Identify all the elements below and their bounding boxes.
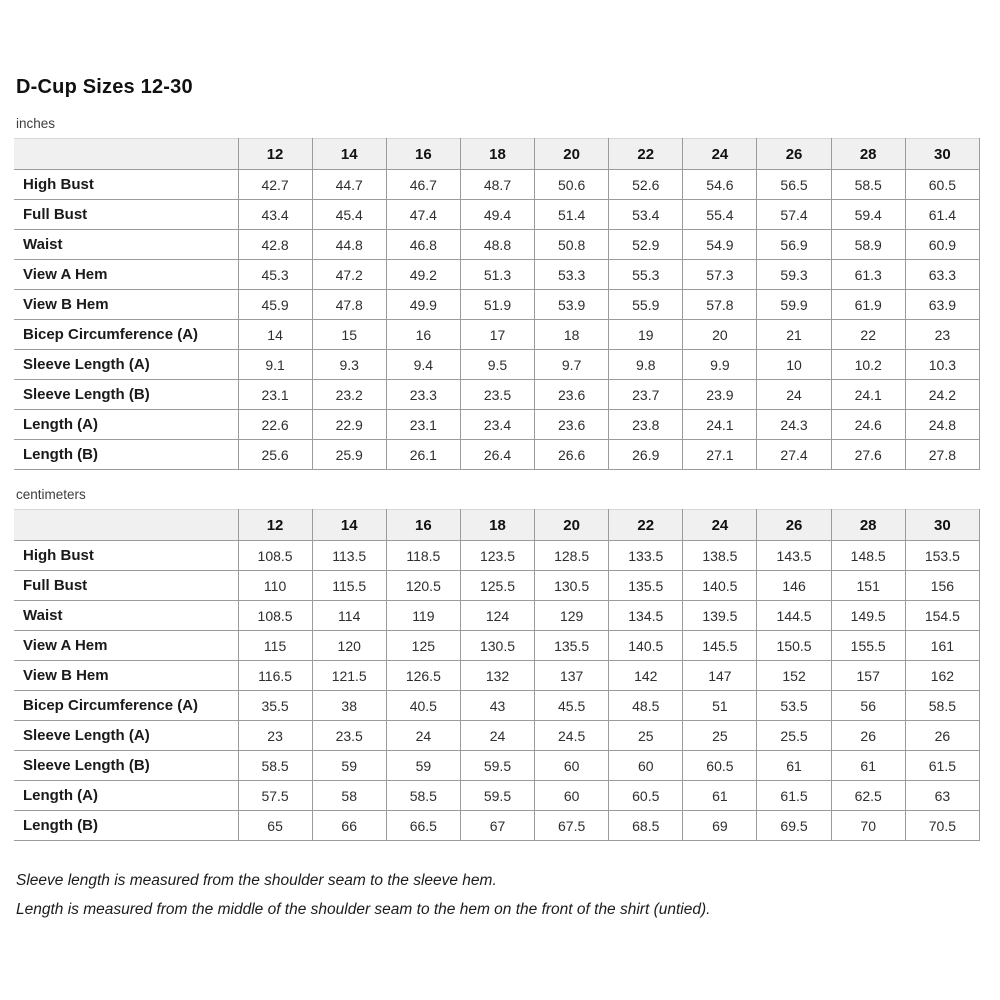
row-label: High Bust — [14, 170, 238, 200]
size-value-cell: 9.9 — [683, 350, 757, 380]
size-value-cell: 10.2 — [831, 350, 905, 380]
size-value-cell: 22.6 — [238, 410, 312, 440]
size-column-header: 18 — [460, 510, 534, 541]
size-value-cell: 56 — [831, 691, 905, 721]
size-column-header: 16 — [386, 139, 460, 170]
size-value-cell: 44.7 — [312, 170, 386, 200]
size-value-cell: 20 — [683, 320, 757, 350]
size-value-cell: 53.3 — [535, 260, 609, 290]
size-value-cell: 23.1 — [238, 380, 312, 410]
size-value-cell: 144.5 — [757, 601, 831, 631]
size-column-header: 24 — [683, 510, 757, 541]
size-column-header: 14 — [312, 510, 386, 541]
size-value-cell: 58.5 — [238, 751, 312, 781]
row-label: Sleeve Length (A) — [14, 350, 238, 380]
size-value-cell: 26.6 — [535, 440, 609, 470]
size-value-cell: 56.9 — [757, 230, 831, 260]
unit-label-centimeters: centimeters — [16, 487, 86, 502]
size-column-header: 20 — [535, 510, 609, 541]
size-value-cell: 52.6 — [609, 170, 683, 200]
size-value-cell: 149.5 — [831, 601, 905, 631]
table-row — [14, 350, 980, 380]
size-value-cell: 67.5 — [535, 811, 609, 841]
size-value-cell: 9.3 — [312, 350, 386, 380]
size-value-cell: 25.6 — [238, 440, 312, 470]
size-value-cell: 60 — [535, 751, 609, 781]
size-value-cell: 62.5 — [831, 781, 905, 811]
sleeve-length-footnote: Sleeve length is measured from the shoulder seam to the sleeve hem. — [16, 872, 497, 889]
size-value-cell: 24.1 — [831, 380, 905, 410]
size-value-cell: 49.4 — [460, 200, 534, 230]
size-value-cell: 40.5 — [386, 691, 460, 721]
size-value-cell: 61.4 — [905, 200, 979, 230]
inches-section — [14, 116, 982, 470]
size-value-cell: 162 — [905, 661, 979, 691]
size-value-cell: 24.6 — [831, 410, 905, 440]
size-value-cell: 59.5 — [460, 751, 534, 781]
size-value-cell: 132 — [460, 661, 534, 691]
table-row — [14, 631, 980, 661]
row-label: Length (A) — [14, 781, 238, 811]
size-value-cell: 23.2 — [312, 380, 386, 410]
row-label: Waist — [14, 230, 238, 260]
row-label: Waist — [14, 601, 238, 631]
size-value-cell: 24 — [386, 721, 460, 751]
size-column-header: 28 — [831, 510, 905, 541]
size-value-cell: 60 — [609, 751, 683, 781]
size-value-cell: 66.5 — [386, 811, 460, 841]
size-value-cell: 27.8 — [905, 440, 979, 470]
size-column-header: 22 — [609, 510, 683, 541]
size-value-cell: 26 — [905, 721, 979, 751]
size-value-cell: 23.3 — [386, 380, 460, 410]
table-row — [14, 691, 980, 721]
size-value-cell: 25.9 — [312, 440, 386, 470]
size-value-cell: 58.9 — [831, 230, 905, 260]
size-value-cell: 147 — [683, 661, 757, 691]
row-label: Sleeve Length (A) — [14, 721, 238, 751]
size-value-cell: 26.4 — [460, 440, 534, 470]
size-value-cell: 59.9 — [757, 290, 831, 320]
size-value-cell: 60 — [535, 781, 609, 811]
size-value-cell: 124 — [460, 601, 534, 631]
size-value-cell: 63 — [905, 781, 979, 811]
size-value-cell: 35.5 — [238, 691, 312, 721]
size-value-cell: 23.5 — [460, 380, 534, 410]
size-value-cell: 23.5 — [312, 721, 386, 751]
size-value-cell: 129 — [535, 601, 609, 631]
size-value-cell: 9.7 — [535, 350, 609, 380]
size-column-header: 14 — [312, 139, 386, 170]
size-value-cell: 57.5 — [238, 781, 312, 811]
size-value-cell: 38 — [312, 691, 386, 721]
size-value-cell: 22 — [831, 320, 905, 350]
size-value-cell: 53.9 — [535, 290, 609, 320]
size-value-cell: 48.8 — [460, 230, 534, 260]
size-value-cell: 113.5 — [312, 541, 386, 571]
size-value-cell: 9.4 — [386, 350, 460, 380]
size-value-cell: 108.5 — [238, 541, 312, 571]
size-value-cell: 66 — [312, 811, 386, 841]
size-value-cell: 57.8 — [683, 290, 757, 320]
size-value-cell: 18 — [535, 320, 609, 350]
size-column-header: 26 — [757, 510, 831, 541]
size-value-cell: 59.4 — [831, 200, 905, 230]
row-label: Bicep Circumference (A) — [14, 691, 238, 721]
size-value-cell: 50.8 — [535, 230, 609, 260]
table-row — [14, 601, 980, 631]
size-value-cell: 134.5 — [609, 601, 683, 631]
size-value-cell: 23.4 — [460, 410, 534, 440]
table-row — [14, 751, 980, 781]
size-value-cell: 154.5 — [905, 601, 979, 631]
size-column-header: 30 — [905, 139, 979, 170]
size-value-cell: 61.9 — [831, 290, 905, 320]
size-value-cell: 155.5 — [831, 631, 905, 661]
size-value-cell: 57.3 — [683, 260, 757, 290]
size-value-cell: 9.8 — [609, 350, 683, 380]
size-value-cell: 68.5 — [609, 811, 683, 841]
table-row — [14, 811, 980, 841]
size-value-cell: 23.8 — [609, 410, 683, 440]
size-value-cell: 9.5 — [460, 350, 534, 380]
size-value-cell: 148.5 — [831, 541, 905, 571]
size-value-cell: 10 — [757, 350, 831, 380]
size-value-cell: 23.9 — [683, 380, 757, 410]
size-value-cell: 42.8 — [238, 230, 312, 260]
size-value-cell: 120.5 — [386, 571, 460, 601]
size-value-cell: 118.5 — [386, 541, 460, 571]
size-value-cell: 70 — [831, 811, 905, 841]
row-label: Full Bust — [14, 200, 238, 230]
size-value-cell: 128.5 — [535, 541, 609, 571]
size-value-cell: 47.8 — [312, 290, 386, 320]
size-value-cell: 48.7 — [460, 170, 534, 200]
size-value-cell: 55.9 — [609, 290, 683, 320]
header-corner-cell — [14, 139, 238, 170]
size-value-cell: 54.6 — [683, 170, 757, 200]
size-value-cell: 52.9 — [609, 230, 683, 260]
size-value-cell: 135.5 — [535, 631, 609, 661]
size-value-cell: 27.4 — [757, 440, 831, 470]
size-value-cell: 54.9 — [683, 230, 757, 260]
size-value-cell: 23.6 — [535, 380, 609, 410]
table-row — [14, 721, 980, 751]
size-value-cell: 139.5 — [683, 601, 757, 631]
size-value-cell: 61 — [831, 751, 905, 781]
size-value-cell: 53.4 — [609, 200, 683, 230]
size-value-cell: 60.5 — [609, 781, 683, 811]
size-value-cell: 60.9 — [905, 230, 979, 260]
table-row — [14, 440, 980, 470]
size-value-cell: 58.5 — [386, 781, 460, 811]
size-value-cell: 60.5 — [683, 751, 757, 781]
size-column-header: 28 — [831, 139, 905, 170]
size-value-cell: 56.5 — [757, 170, 831, 200]
size-value-cell: 153.5 — [905, 541, 979, 571]
row-label: Length (B) — [14, 440, 238, 470]
row-label: High Bust — [14, 541, 238, 571]
size-value-cell: 21 — [757, 320, 831, 350]
size-value-cell: 69.5 — [757, 811, 831, 841]
centimeters-size-table — [14, 509, 980, 841]
header-corner-cell — [14, 510, 238, 541]
size-value-cell: 44.8 — [312, 230, 386, 260]
table-row — [14, 260, 980, 290]
size-column-header: 16 — [386, 510, 460, 541]
size-value-cell: 51.4 — [535, 200, 609, 230]
size-value-cell: 47.2 — [312, 260, 386, 290]
footnotes — [16, 866, 982, 924]
size-value-cell: 70.5 — [905, 811, 979, 841]
size-value-cell: 110 — [238, 571, 312, 601]
size-value-cell: 69 — [683, 811, 757, 841]
size-value-cell: 46.7 — [386, 170, 460, 200]
size-value-cell: 26.1 — [386, 440, 460, 470]
size-value-cell: 25.5 — [757, 721, 831, 751]
size-value-cell: 53.5 — [757, 691, 831, 721]
table-row — [14, 320, 980, 350]
size-value-cell: 24.5 — [535, 721, 609, 751]
size-value-cell: 25 — [609, 721, 683, 751]
page-title: D-Cup Sizes 12-30 — [16, 76, 193, 98]
size-value-cell: 130.5 — [535, 571, 609, 601]
size-value-cell: 63.9 — [905, 290, 979, 320]
size-value-cell: 23.6 — [535, 410, 609, 440]
size-value-cell: 157 — [831, 661, 905, 691]
size-value-cell: 59.5 — [460, 781, 534, 811]
size-column-header: 12 — [238, 139, 312, 170]
size-value-cell: 43.4 — [238, 200, 312, 230]
table-row — [14, 170, 980, 200]
size-value-cell: 19 — [609, 320, 683, 350]
size-value-cell: 42.7 — [238, 170, 312, 200]
size-value-cell: 24.8 — [905, 410, 979, 440]
size-value-cell: 26.9 — [609, 440, 683, 470]
size-column-header: 26 — [757, 139, 831, 170]
row-label: Length (A) — [14, 410, 238, 440]
size-value-cell: 50.6 — [535, 170, 609, 200]
row-label: View B Hem — [14, 290, 238, 320]
size-value-cell: 161 — [905, 631, 979, 661]
size-value-cell: 45.4 — [312, 200, 386, 230]
size-value-cell: 108.5 — [238, 601, 312, 631]
size-value-cell: 23 — [238, 721, 312, 751]
row-label: Full Bust — [14, 571, 238, 601]
size-value-cell: 43 — [460, 691, 534, 721]
size-value-cell: 23.1 — [386, 410, 460, 440]
table-row — [14, 230, 980, 260]
size-value-cell: 47.4 — [386, 200, 460, 230]
size-value-cell: 55.4 — [683, 200, 757, 230]
size-value-cell: 16 — [386, 320, 460, 350]
size-value-cell: 58.5 — [905, 691, 979, 721]
size-value-cell: 24 — [757, 380, 831, 410]
size-value-cell: 61 — [757, 751, 831, 781]
size-value-cell: 46.8 — [386, 230, 460, 260]
size-value-cell: 24.2 — [905, 380, 979, 410]
size-value-cell: 140.5 — [683, 571, 757, 601]
size-value-cell: 60.5 — [905, 170, 979, 200]
size-column-header: 20 — [535, 139, 609, 170]
table-row — [14, 380, 980, 410]
size-value-cell: 151 — [831, 571, 905, 601]
size-value-cell: 115 — [238, 631, 312, 661]
size-value-cell: 61.3 — [831, 260, 905, 290]
size-column-header: 12 — [238, 510, 312, 541]
table-row — [14, 200, 980, 230]
size-value-cell: 133.5 — [609, 541, 683, 571]
size-value-cell: 24 — [460, 721, 534, 751]
size-value-cell: 26 — [831, 721, 905, 751]
length-footnote: Length is measured from the middle of the shoulder seam to the hem on the front of the shirt (untied). — [16, 901, 711, 918]
size-value-cell: 114 — [312, 601, 386, 631]
table-row — [14, 410, 980, 440]
size-value-cell: 23 — [905, 320, 979, 350]
size-value-cell: 10.3 — [905, 350, 979, 380]
size-value-cell: 59 — [312, 751, 386, 781]
size-value-cell: 142 — [609, 661, 683, 691]
size-value-cell: 49.2 — [386, 260, 460, 290]
size-value-cell: 138.5 — [683, 541, 757, 571]
row-label: Sleeve Length (B) — [14, 380, 238, 410]
size-value-cell: 45.5 — [535, 691, 609, 721]
table-row — [14, 571, 980, 601]
size-value-cell: 150.5 — [757, 631, 831, 661]
centimeters-section — [14, 487, 982, 841]
size-value-cell: 45.3 — [238, 260, 312, 290]
size-value-cell: 25 — [683, 721, 757, 751]
size-value-cell: 55.3 — [609, 260, 683, 290]
size-value-cell: 9.1 — [238, 350, 312, 380]
size-value-cell: 126.5 — [386, 661, 460, 691]
size-column-header: 24 — [683, 139, 757, 170]
size-column-header: 22 — [609, 139, 683, 170]
size-value-cell: 58.5 — [831, 170, 905, 200]
table-row — [14, 781, 980, 811]
size-value-cell: 17 — [460, 320, 534, 350]
size-value-cell: 125.5 — [460, 571, 534, 601]
row-label: View A Hem — [14, 260, 238, 290]
size-value-cell: 51.3 — [460, 260, 534, 290]
size-value-cell: 27.6 — [831, 440, 905, 470]
row-label: View B Hem — [14, 661, 238, 691]
row-label: Sleeve Length (B) — [14, 751, 238, 781]
size-value-cell: 140.5 — [609, 631, 683, 661]
size-value-cell: 63.3 — [905, 260, 979, 290]
size-value-cell: 58 — [312, 781, 386, 811]
size-value-cell: 156 — [905, 571, 979, 601]
size-value-cell: 61 — [683, 781, 757, 811]
size-value-cell: 143.5 — [757, 541, 831, 571]
size-value-cell: 59 — [386, 751, 460, 781]
size-value-cell: 59.3 — [757, 260, 831, 290]
row-label: Length (B) — [14, 811, 238, 841]
size-value-cell: 125 — [386, 631, 460, 661]
size-value-cell: 135.5 — [609, 571, 683, 601]
size-value-cell: 45.9 — [238, 290, 312, 320]
size-header-row — [14, 510, 980, 541]
size-value-cell: 121.5 — [312, 661, 386, 691]
size-value-cell: 14 — [238, 320, 312, 350]
size-value-cell: 24.1 — [683, 410, 757, 440]
size-value-cell: 27.1 — [683, 440, 757, 470]
size-value-cell: 51.9 — [460, 290, 534, 320]
row-label: Bicep Circumference (A) — [14, 320, 238, 350]
size-value-cell: 67 — [460, 811, 534, 841]
size-value-cell: 22.9 — [312, 410, 386, 440]
size-value-cell: 146 — [757, 571, 831, 601]
size-value-cell: 137 — [535, 661, 609, 691]
table-row — [14, 661, 980, 691]
size-column-header: 30 — [905, 510, 979, 541]
size-value-cell: 119 — [386, 601, 460, 631]
size-value-cell: 51 — [683, 691, 757, 721]
size-value-cell: 65 — [238, 811, 312, 841]
size-value-cell: 61.5 — [757, 781, 831, 811]
size-value-cell: 15 — [312, 320, 386, 350]
table-row — [14, 541, 980, 571]
size-value-cell: 130.5 — [460, 631, 534, 661]
size-value-cell: 145.5 — [683, 631, 757, 661]
inches-size-table — [14, 138, 980, 470]
size-value-cell: 24.3 — [757, 410, 831, 440]
size-value-cell: 48.5 — [609, 691, 683, 721]
size-value-cell: 120 — [312, 631, 386, 661]
size-value-cell: 115.5 — [312, 571, 386, 601]
size-value-cell: 57.4 — [757, 200, 831, 230]
size-value-cell: 152 — [757, 661, 831, 691]
size-header-row — [14, 139, 980, 170]
row-label: View A Hem — [14, 631, 238, 661]
size-value-cell: 116.5 — [238, 661, 312, 691]
size-value-cell: 23.7 — [609, 380, 683, 410]
table-row — [14, 290, 980, 320]
size-value-cell: 49.9 — [386, 290, 460, 320]
size-column-header: 18 — [460, 139, 534, 170]
size-value-cell: 123.5 — [460, 541, 534, 571]
unit-label-inches: inches — [16, 116, 56, 131]
size-value-cell: 61.5 — [905, 751, 979, 781]
